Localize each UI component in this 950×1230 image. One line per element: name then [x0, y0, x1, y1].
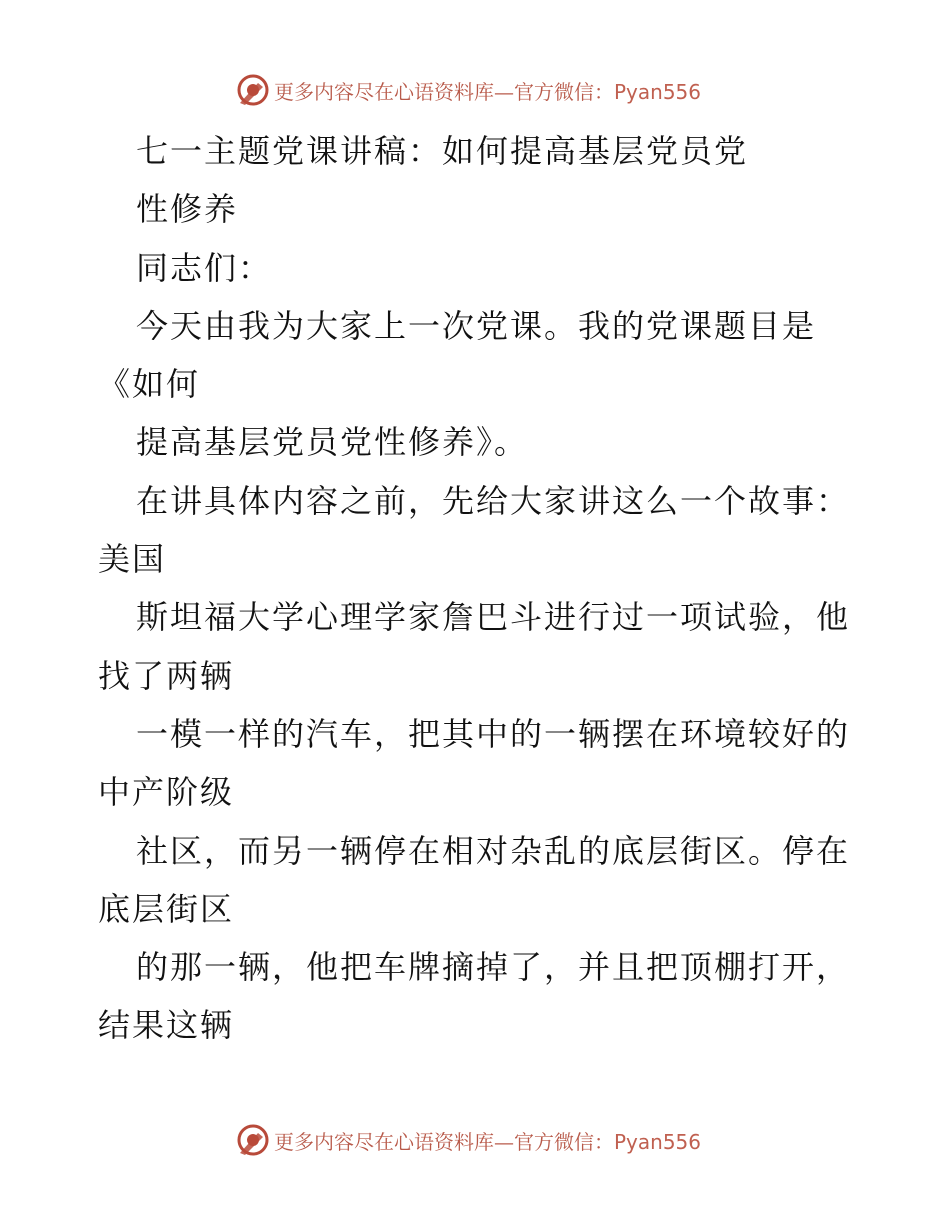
document-body: [98, 122, 868, 1055]
footer-banner: [236, 1120, 756, 1160]
paragraph-line: 结果这辆: [98, 1006, 235, 1045]
paragraph-line: 斯坦福大学心理学家詹巴斗进行过一项试验，他: [136, 598, 851, 637]
paragraph-line: 一模一样的汽车，把其中的一辆摆在环境较好的: [136, 714, 851, 753]
paragraph-line: 底层街区: [98, 889, 235, 928]
paragraph-line: 的那一辆，他把车牌摘掉了，并且把顶棚打开，: [136, 948, 851, 987]
document-title-line-2: 性修养: [136, 190, 239, 229]
paragraph-line: 《如何: [98, 365, 201, 404]
header-banner: [236, 70, 756, 110]
paragraph-line: 找了两辆: [98, 656, 235, 695]
wechat-id: Pyan556: [614, 79, 702, 104]
banner-text: 更多内容尽在心语资料库—官方微信：Pyan556: [274, 1129, 702, 1154]
paragraph-line: 今天由我为大家上一次党课。我的党课题目是: [136, 306, 817, 345]
pen-logo-icon: [236, 73, 270, 107]
paragraph-line: 在讲具体内容之前，先给大家讲这么一个故事：: [136, 481, 851, 520]
paragraph-line: 提高基层党员党性修养》。: [136, 423, 529, 462]
paragraph-line: 中产阶级: [98, 773, 235, 812]
salutation: 同志们：: [136, 248, 273, 287]
paragraph-line: 社区，而另一辆停在相对杂乱的底层街区。停在: [136, 831, 851, 870]
document-title-line-1: 七一主题党课讲稿：如何提高基层党员党: [136, 132, 749, 170]
paragraph-line: 美国: [98, 540, 167, 579]
banner-text: 更多内容尽在心语资料库—官方微信：Pyan556: [274, 79, 702, 104]
pen-logo-icon: [236, 1123, 270, 1157]
wechat-id: Pyan556: [614, 1129, 702, 1154]
